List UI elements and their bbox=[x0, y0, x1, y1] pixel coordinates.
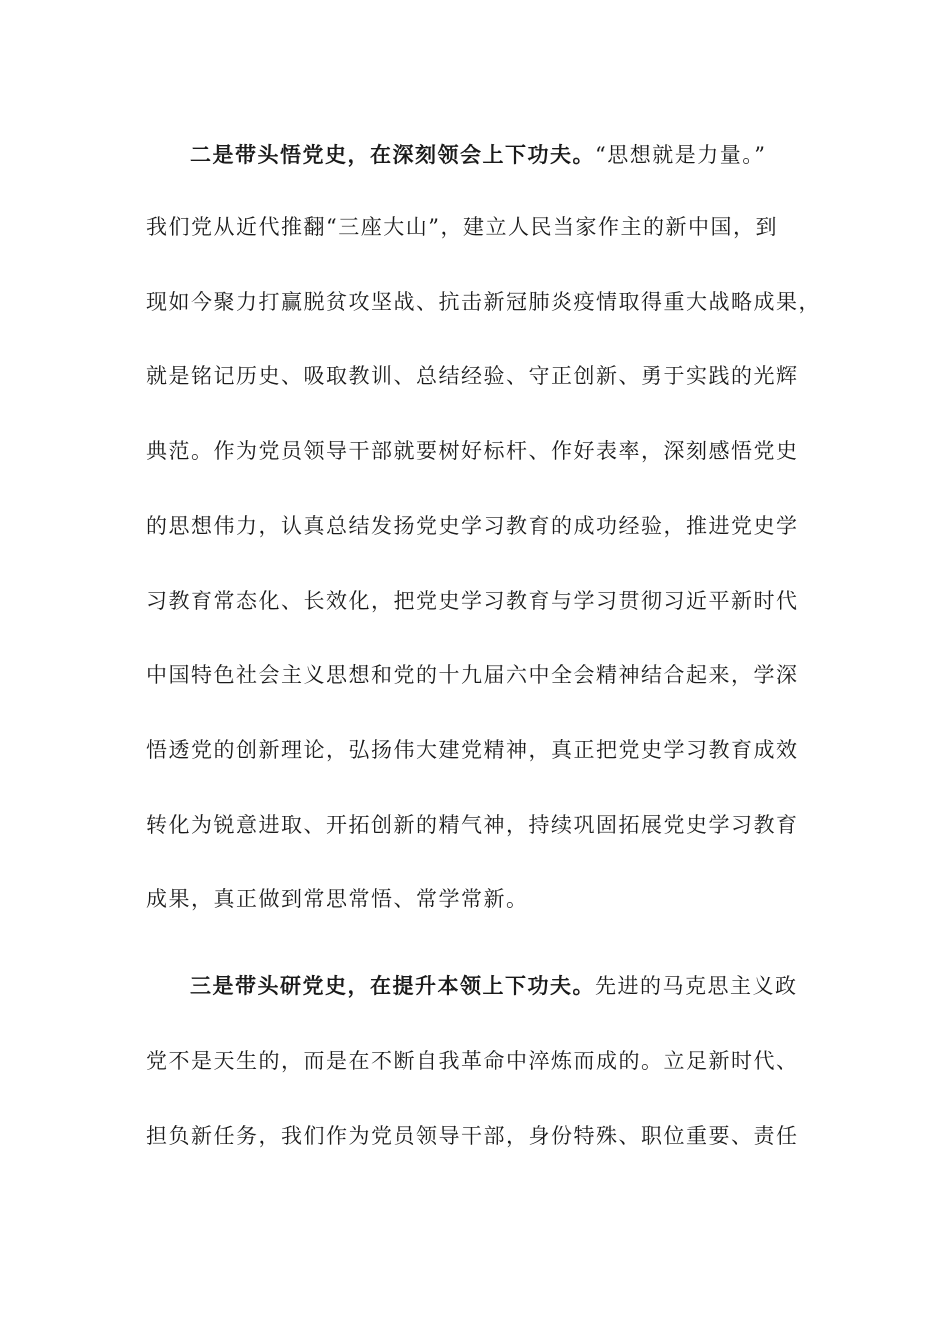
paragraph-line: 习教育常态化、长效化，把党史学习教育与学习贯彻习近平新时代 bbox=[146, 589, 799, 613]
paragraph-text: “思想就是力量。” bbox=[595, 143, 767, 167]
paragraph-line: 的思想伟力，认真总结发扬党史学习教育的成功经验，推进党史学 bbox=[146, 514, 799, 538]
paragraph-text: 先进的马克思主义政 bbox=[595, 974, 798, 998]
paragraph-lead: 三是带头研党史，在提升本领上下功夫。 bbox=[190, 973, 595, 998]
paragraph-line: 中国特色社会主义思想和党的十九届六中全会精神结合起来，学深 bbox=[146, 663, 799, 687]
paragraph-line bbox=[190, 971, 806, 1001]
paragraph-line: 党不是天生的，而是在不断自我革命中淬炼而成的。立足新时代、 bbox=[146, 1049, 799, 1073]
paragraph-line: 担负新任务，我们作为党员领导干部，身份特殊、职位重要、责任 bbox=[146, 1124, 799, 1148]
paragraph-line: 典范。作为党员领导干部就要树好标杆、作好表率，深刻感悟党史 bbox=[146, 439, 799, 463]
paragraph-line: 现如今聚力打赢脱贫攻坚战、抗击新冠肺炎疫情取得重大战略成果， bbox=[146, 290, 821, 314]
paragraph-line: 转化为锐意进取、开拓创新的精气神，持续巩固拓展党史学习教育 bbox=[146, 813, 799, 837]
paragraph-line: 成果，真正做到常思常悟、常学常新。 bbox=[146, 887, 529, 911]
paragraph-line: 就是铭记历史、吸取教训、总结经验、守正创新、勇于实践的光辉 bbox=[146, 364, 799, 388]
paragraph-line: 悟透党的创新理论，弘扬伟大建党精神，真正把党史学习教育成效 bbox=[146, 738, 799, 762]
paragraph-line bbox=[190, 140, 806, 170]
paragraph-line: 我们党从近代推翻“三座大山”，建立人民当家作主的新中国，到 bbox=[146, 215, 778, 239]
paragraph-lead: 二是带头悟党史，在深刻领会上下功夫。 bbox=[190, 142, 595, 167]
